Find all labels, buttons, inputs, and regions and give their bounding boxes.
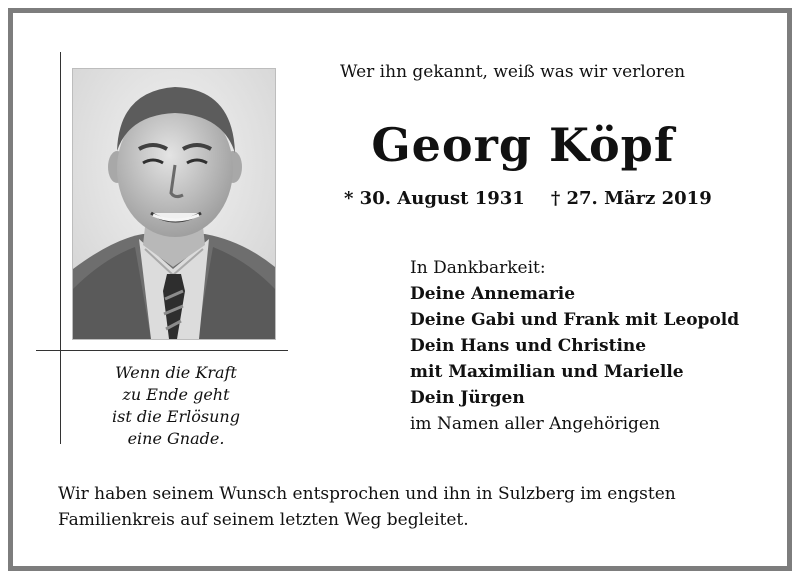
portrait-photo [72,68,276,340]
closing-line: Familienkreis auf seinem letzten Weg begleitet. [58,510,469,530]
mourners-block [410,255,770,437]
quote-line: zu Ende geht [122,385,230,404]
mourner-line: mit Maximilian und Marielle [410,362,684,382]
quote-line: Wenn die Kraft [115,363,237,382]
mourner-line: Dein Jürgen [410,388,525,408]
quote-line: ist die Erlösung [112,407,240,426]
horizontal-rule [36,350,288,351]
motto-text: Wer ihn gekannt, weiß was wir verloren [340,62,686,82]
closing-text [58,481,758,533]
mourner-line: Deine Gabi und Frank mit Leopold [410,310,740,330]
mourner-line: Dein Hans und Christine [410,336,647,356]
deceased-name: Georg Köpf [371,118,675,172]
birth-date: * 30. August 1931 [344,188,525,209]
vertical-rule [60,52,61,444]
closing-line: Wir haben seinem Wunsch entsprochen und ihn in Sulzberg im engsten [58,484,676,504]
quote-line: eine Gnade. [127,429,225,448]
life-dates [344,188,764,209]
quote-block [92,362,260,450]
family-line: im Namen aller Angehörigen [410,414,660,434]
thanks-intro: In Dankbarkeit: [410,258,546,278]
mourner-line: Deine Annemarie [410,284,576,304]
death-date: † 27. März 2019 [550,188,712,209]
